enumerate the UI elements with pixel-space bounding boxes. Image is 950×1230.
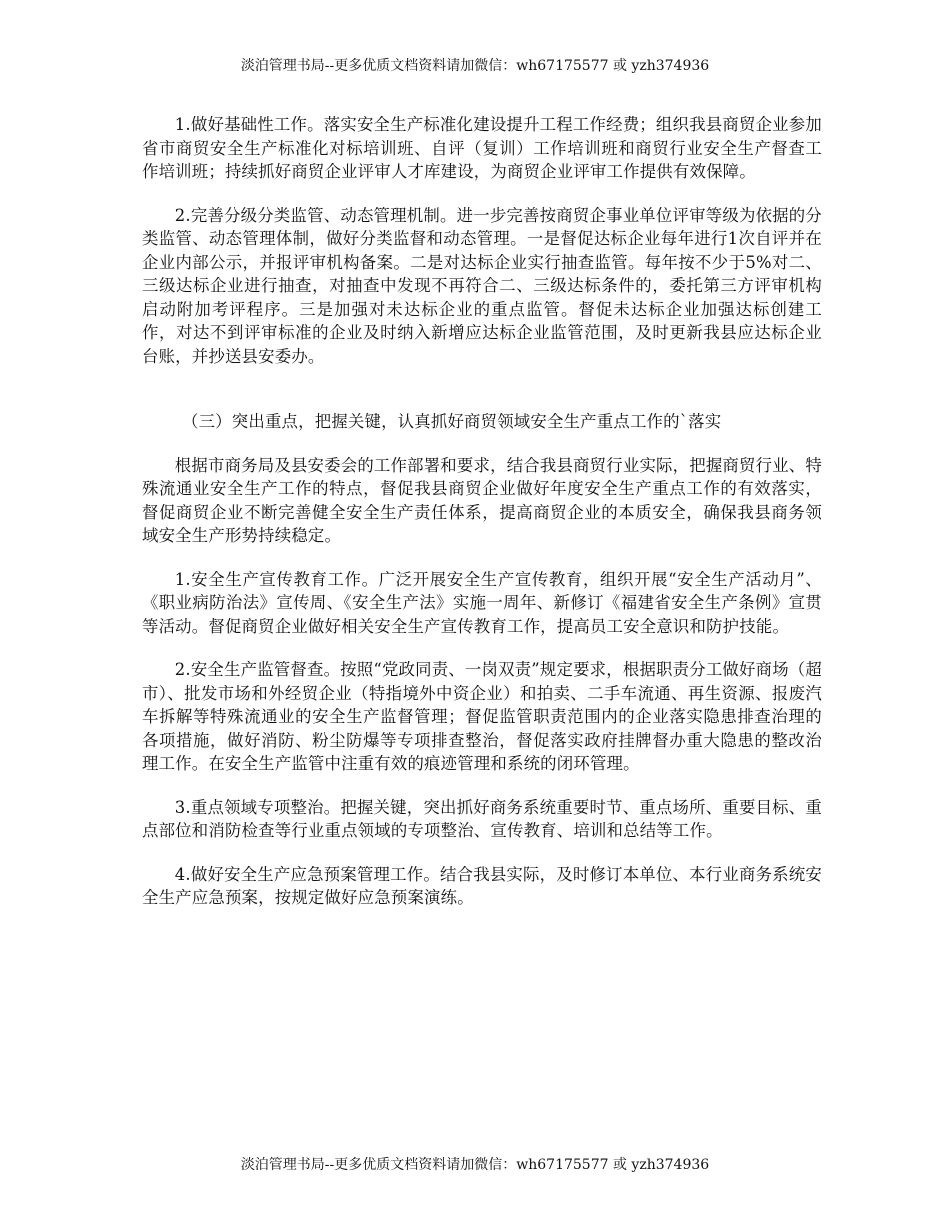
paragraph-safety-education: 1.安全生产宣传教育工作。广泛开展安全生产宣传教育，组织开展“安全生产活动月”、《职业病防治法》宣传周、《安全生产法》实施一周年、新修订《福建省安全生产条例》宣贯等活动。督促商贸企业做好相关安全生产宣传教育工作，提高员工安全意识和防护技能。 <box>142 569 822 636</box>
paragraph-section-intro: 根据市商务局及县安委会的工作部署和要求，结合我县商贸行业实际，把握商贸行业、特殊流通业安全生产工作的特点，督促我县商贸企业做好年度安全生产重点工作的有效落实，督促商贸企业不断完善健全安全生产责任体系，提高商贸企业的本质安全，确保我县商务领域安全生产形势持续稳定。 <box>142 455 822 545</box>
paragraph-special-rectification: 3.重点领域专项整治。把握关键，突出抓好商务系统重要时节、重点场所、重要目标、重点部位和消防检查等行业重点领域的专项整治、宣传教育、培训和总结等工作。 <box>142 797 822 840</box>
paragraph-emergency-plan: 4.做好安全生产应急预案管理工作。结合我县实际，及时修订本单位、本行业商务系统安全生产应急预案，按规定做好应急预案演练。 <box>142 864 822 907</box>
running-footer: 淡泊管理书局--更多优质文档资料请加微信：wh67175577 或 yzh374936 <box>240 1157 710 1173</box>
running-header: 淡泊管理书局--更多优质文档资料请加微信：wh67175577 或 yzh374936 <box>240 58 710 74</box>
paragraph-tiered-supervision: 2.完善分级分类监管、动态管理机制。进一步完善按商贸企事业单位评审等级为依据的分类监管、动态管理体制，做好分类监督和动态管理。一是督促达标企业每年进行1次自评并在企业内部公示，并报评审机构备案。二是对达标企业实行抽查监管。每年按不少于5%对二、三级达标企业进行抽查，对抽查中发现不再符合二、三级达标条件的，委托第三方评审机构启动附加考评程序。三是加强对未达标企业的重点监管。督促未达标企业加强达标创建工作，对达不到评审标准的企业及时纳入新增应达标企业监管范围，及时更新我县应达标企业台账，并抄送县安委办。 <box>142 205 822 366</box>
section-heading: （三）突出重点，把握关键，认真抓好商贸领域安全生产重点工作的`落实 <box>182 412 722 431</box>
paragraph-safety-supervision: 2.安全生产监管督查。按照“党政同责、一岗双责”规定要求，根据职责分工做好商场（超市）、批发市场和外经贸企业（特指境外中资企业）和拍卖、二手车流通、再生资源、报废汽车拆解等特殊流通业的安全生产监督管理；督促监管职责范围内的企业落实隐患排查治理的各项措施，做好消防、粉尘防爆等专项排查整治，督促落实政府挂牌督办重大隐患的整改治理工作。在安全生产监管中注重有效的痕迹管理和系统的闭环管理。 <box>142 660 822 773</box>
document-body <box>142 113 822 930</box>
paragraph-foundation-work: 1.做好基础性工作。落实安全生产标准化建设提升工程工作经费；组织我县商贸企业参加省市商贸安全生产标准化对标培训班、自评（复训）工作培训班和商贸行业安全生产督查工作培训班；持续抓好商贸企业评审人才库建设，为商贸企业评审工作提供有效保障。 <box>142 115 822 181</box>
